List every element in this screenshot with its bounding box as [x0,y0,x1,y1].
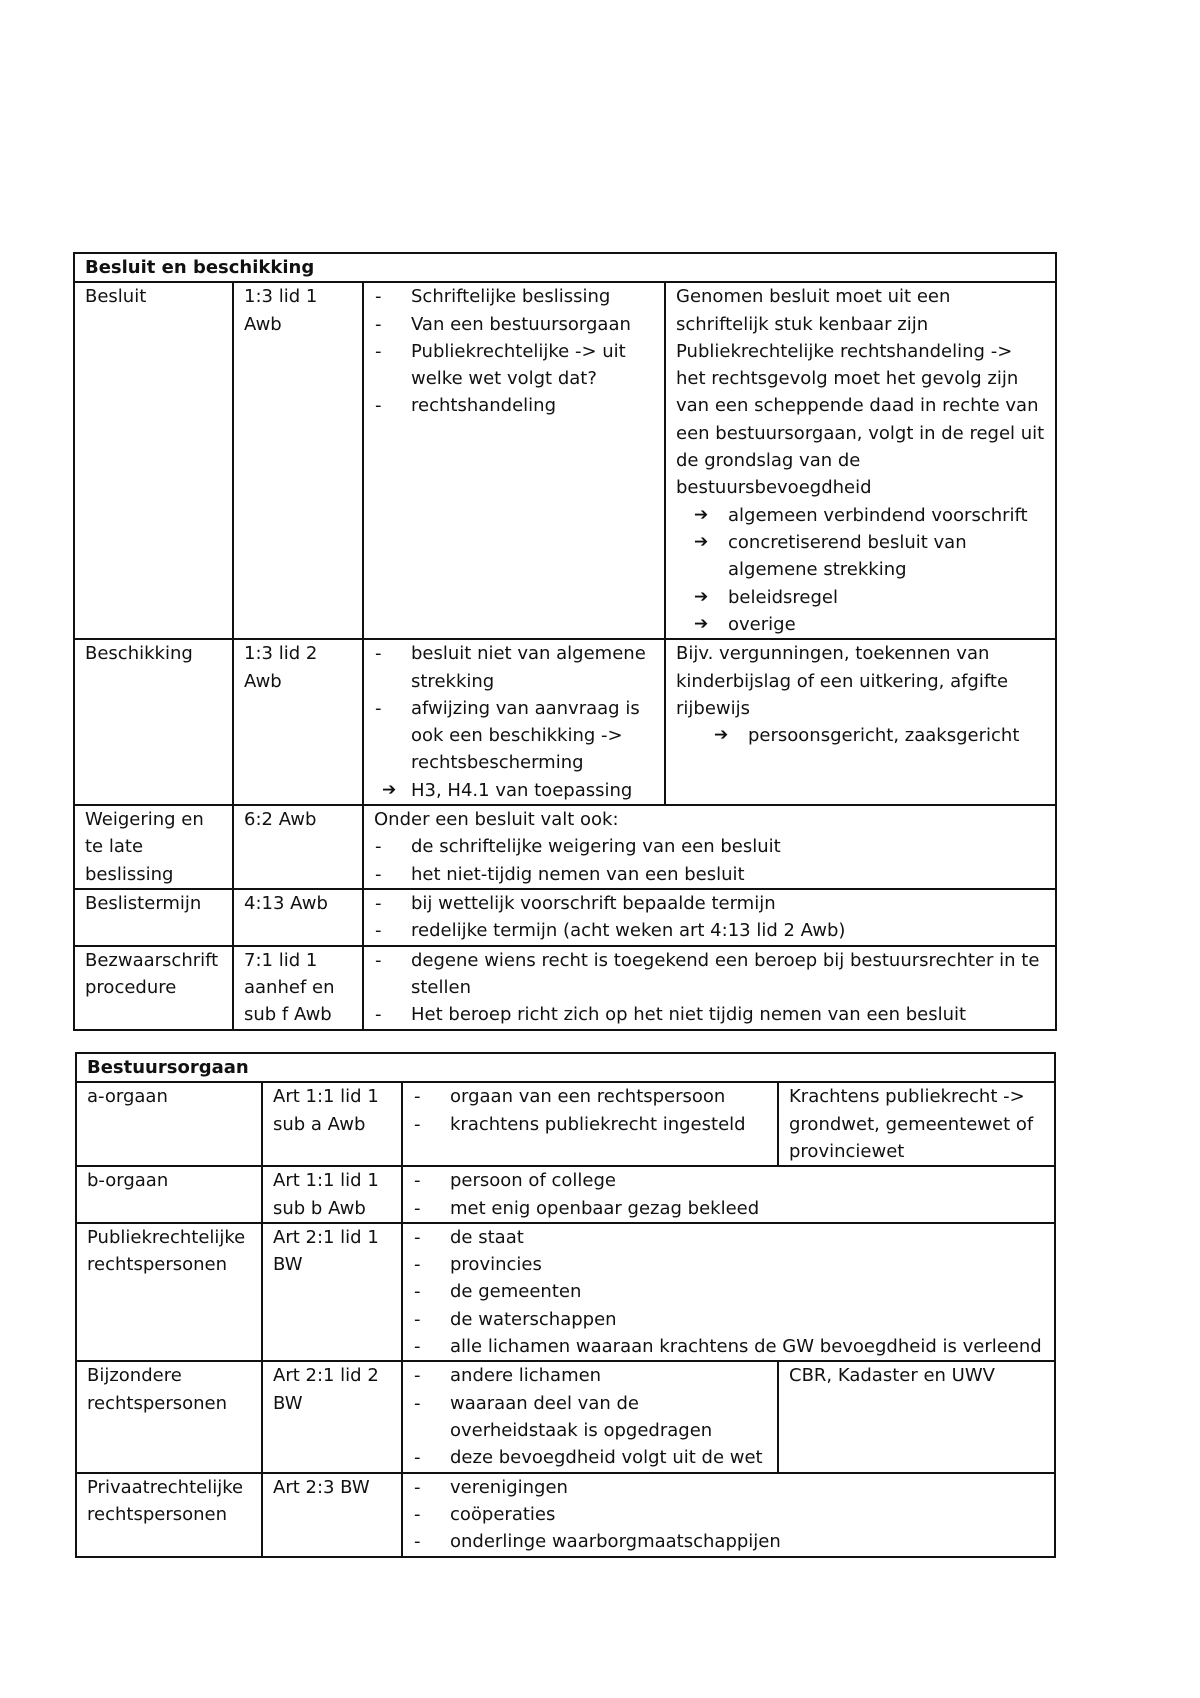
bullets-cell [402,1361,778,1472]
article-cell: 1:3 lid 1 Awb [233,282,363,639]
term-cell: Privaatrechtelijke rechtspersonen [76,1473,262,1557]
term-cell: Publiekrechtelijke rechtspersonen [76,1223,262,1361]
list-item: - onderlinge waarborgmaatschappijen [413,1528,1046,1555]
list-item: - waaraan deel van de overheidstaak is opgedragen [413,1390,769,1445]
list-item: - rechtshandeling [374,392,656,419]
term-cell: Bijzondere rechtspersonen [76,1361,262,1472]
bullets-cell [363,805,1056,889]
term-cell: b-orgaan [76,1166,262,1223]
arrow-item: ➔ overige [676,611,1047,638]
list-item: - afwijzing van aanvraag is ook een beschikking -> rechtsbescherming [374,695,656,777]
bullets-cell [363,282,665,639]
note-text: Bijv. vergunningen, toekennen van kinderbijslag of een uitkering, afgifte rijbewijs [676,643,1009,719]
list-item: - Publiekrechtelijke -> uit welke wet volgt dat? [374,338,656,393]
table-row [74,889,1056,946]
note-cell [665,639,1056,805]
list-item: - degene wiens recht is toegekend een beroep bij bestuursrechter in te stellen [374,947,1047,1002]
term-cell: Besluit [74,282,233,639]
intro-text: Onder een besluit valt ook: [374,809,619,831]
table-row [76,1082,1055,1166]
article-cell: Art 2:1 lid 1 BW [262,1223,402,1361]
term-cell: a-orgaan [76,1082,262,1166]
list-item: - coöperaties [413,1501,1046,1528]
bestuursorgaan-table [75,1052,1056,1558]
list-item: - Van een bestuursorgaan [374,311,656,338]
list-item: - verenigingen [413,1474,1046,1501]
article-cell: 4:13 Awb [233,889,363,946]
table-row [76,1473,1055,1557]
besluit-en-beschikking-table [73,252,1057,1031]
table-row [74,946,1056,1030]
list-item: - de waterschappen [413,1306,1046,1333]
term-cell: Beschikking [74,639,233,805]
list-item: - provincies [413,1251,1046,1278]
table-row [74,639,1056,805]
arrow-item: ➔ persoonsgericht, zaaksgericht [676,722,1047,749]
arrow-item: ➔ beleidsregel [676,584,1047,611]
list-item: - alle lichamen waaraan krachtens de GW bevoegdheid is verleend [413,1333,1046,1360]
list-item: - krachtens publiekrecht ingesteld [413,1111,769,1138]
note-cell: CBR, Kadaster en UWV [778,1361,1055,1472]
article-cell: Art 2:3 BW [262,1473,402,1557]
list-item: - met enig openbaar gezag bekleed [413,1195,1046,1222]
list-item: - Het beroep richt zich op het niet tijdig nemen van een besluit [374,1001,1047,1028]
article-cell: Art 2:1 lid 2 BW [262,1361,402,1472]
note-cell [665,282,1056,639]
article-cell: Art 1:1 lid 1 sub a Awb [262,1082,402,1166]
table-title: Bestuursorgaan [76,1053,1055,1082]
table-row [74,282,1056,639]
list-item: - redelijke termijn (acht weken art 4:13 lid 2 Awb) [374,917,1047,944]
bullets-cell [402,1082,778,1166]
list-item: - persoon of college [413,1167,1046,1194]
article-cell: 7:1 lid 1 aanhef en sub f Awb [233,946,363,1030]
list-item: - deze bevoegdheid volgt uit de wet [413,1444,769,1471]
article-cell: 6:2 Awb [233,805,363,889]
table-row [74,805,1056,889]
term-cell: Bezwaarschrift procedure [74,946,233,1030]
article-cell: Art 1:1 lid 1 sub b Awb [262,1166,402,1223]
table-row [76,1223,1055,1361]
list-item: - besluit niet van algemene strekking [374,640,656,695]
list-item: - Schriftelijke beslissing [374,283,656,310]
bullets-cell [402,1166,1055,1223]
list-item: - andere lichamen [413,1362,769,1389]
table-title: Besluit en beschikking [74,253,1056,282]
term-cell: Beslistermijn [74,889,233,946]
note-text: Genomen besluit moet uit een schriftelijk stuk kenbaar zijn Publiekrechtelijke rechtshandeling -> het rechtsgevolg moet het gevolg zijn van een scheppende daad in rechte van een bestuursorgaan, volgt in de regel uit de grondslag van de bestuursbevoegdheid [676,286,1045,499]
bullets-cell [363,946,1056,1030]
list-item: - orgaan van een rechtspersoon [413,1083,769,1110]
arrow-item: ➔ H3, H4.1 van toepassing [374,777,656,804]
article-cell: 1:3 lid 2 Awb [233,639,363,805]
list-item: - het niet-tijdig nemen van een besluit [374,861,1047,888]
table-row [76,1361,1055,1472]
arrow-item: ➔ concretiserend besluit van algemene strekking [676,529,1047,584]
bullets-cell [402,1223,1055,1361]
bullets-cell [363,639,665,805]
list-item: - de staat [413,1224,1046,1251]
arrow-item: ➔ algemeen verbindend voorschrift [676,502,1047,529]
list-item: - de gemeenten [413,1278,1046,1305]
note-cell: Krachtens publiekrecht -> grondwet, gemeentewet of provinciewet [778,1082,1055,1166]
bullets-cell [363,889,1056,946]
term-cell: Weigering en te late beslissing [74,805,233,889]
bullets-cell [402,1473,1055,1557]
table-row [76,1166,1055,1223]
list-item: - de schriftelijke weigering van een besluit [374,833,1047,860]
list-item: - bij wettelijk voorschrift bepaalde termijn [374,890,1047,917]
